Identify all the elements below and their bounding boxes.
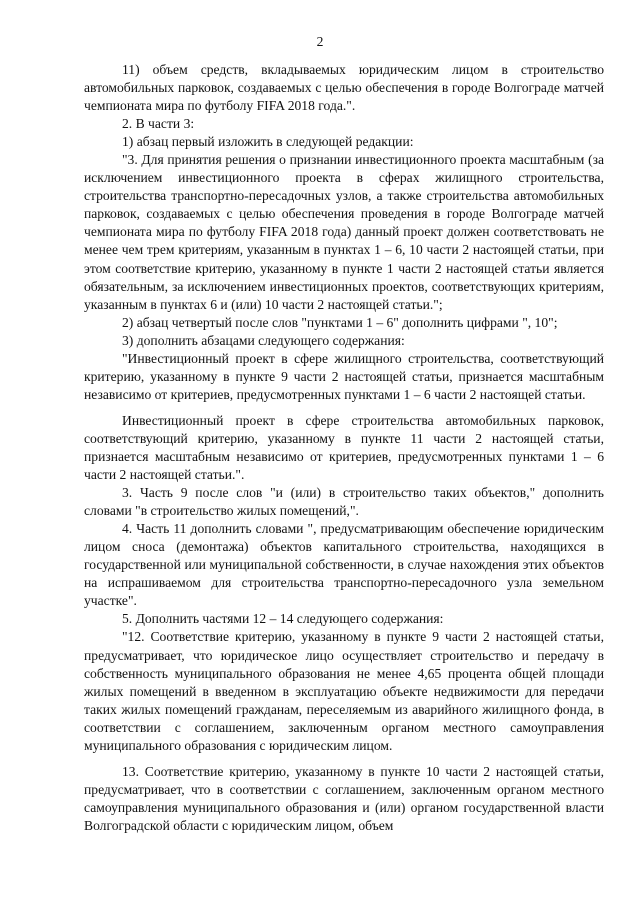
paragraph-part-9-amendment: 3. Часть 9 после слов "и (или) в строительство таких объектов," дополнить словами "в строительство жилых помещений,". xyxy=(84,485,604,519)
paragraph-parking-project: Инвестиционный проект в сфере строительства автомобильных парковок, соответствующий критерию, указанному в пункте 11 части 2 настоящей статьи, признается масштабным независимо от критериев, предусмотренных пунктами 1 – 6 части 2 настоящей статьи.". xyxy=(84,412,604,483)
paragraph-item-11-parking: 11) объем средств, вкладываемых юридическим лицом в строительство автомобильных парковок, создаваемых с целью обеспечения в городе Волгограде матчей чемпионата мира по футболу FIFA 2018 года.". xyxy=(84,62,604,114)
paragraph-subitem-1: 1) абзац первый изложить в следующей редакции: xyxy=(122,134,414,150)
paragraph-part-12-text: "12. Соответствие критерию, указанному в пункте 9 части 2 настоящей статьи, предусматривает, что юридическое лицо осуществляет строительство и передачу в собственность муниципального образования не менее 4,65 процента общей площади жилых помещений в введенном в эксплуатацию объекте недвижимости для передачи таких жилых помещений гражданам, переселяемым из аварийного жилищного фонда, в соответствии с соглашением, заключенным органом местного самоуправления муниципального образования с юридическим лицом. xyxy=(84,629,604,753)
paragraph-part-11-amendment: 4. Часть 11 дополнить словами ", предусматривающим обеспечение юридическим лицом сноса (демонтажа) объектов капитального строительства, находящихся в государственной или муниципальной собственности, в случае нахождения этих объектов на испрашиваемом для строительства транспортно-пересадочного узла земельном участке". xyxy=(84,521,604,609)
paragraph-add-parts-12-14: 5. Дополнить частями 12 – 14 следующего содержания: xyxy=(122,611,444,627)
paragraph-new-part-3-text: "3. Для принятия решения о признании инвестиционного проекта масштабным (за исключением инвестиционного проекта в сферах жилищного строительства, строительства транспортно-пересадочных узлов, а также строительства автомобильных парковок, создаваемых с целью обеспечения проведения в городе Волгограде матчей чемпионата мира по футболу FIFA 2018 года) данный проект должен соответствовать не менее чем трем критериям, указанным в пунктах 1 – 6, 10 части 2 настоящей статьи, при этом соответствие критерию, указанному в пункте 1 части 2 настоящей статьи является обязательным, за исключением инвестиционных проектов, соответствующих критериям, указанным в пунктах 6 и (или) 10 части 2 настоящей статьи."; xyxy=(84,152,604,312)
paragraph-part-3-heading: 2. В части 3: xyxy=(122,116,195,132)
document-body xyxy=(84,61,604,835)
paragraph-part-13-text: 13. Соответствие критерию, указанному в пункте 10 части 2 настоящей статьи, предусматривает, что в соответствии с соглашением, заключенным органом местного самоуправления муниципального образования и (или) органом государственной власти Волгоградской области с юридическим лицом, объем xyxy=(84,763,604,833)
page-number: 2 xyxy=(316,34,324,49)
paragraph-subitem-3: 3) дополнить абзацами следующего содержания: xyxy=(122,332,405,348)
paragraph-subitem-2: 2) абзац четвертый после слов "пунктами 1 – 6" дополнить цифрами ", 10"; xyxy=(122,314,558,330)
paragraph-housing-project: "Инвестиционный проект в сфере жилищного строительства, соответствующий критерию, указанному в пункте 9 части 2 настоящей статьи, признается масштабным независимо от критериев, предусмотренных пунктами 1 – 6 части 2 настоящей статьи. xyxy=(84,350,604,402)
